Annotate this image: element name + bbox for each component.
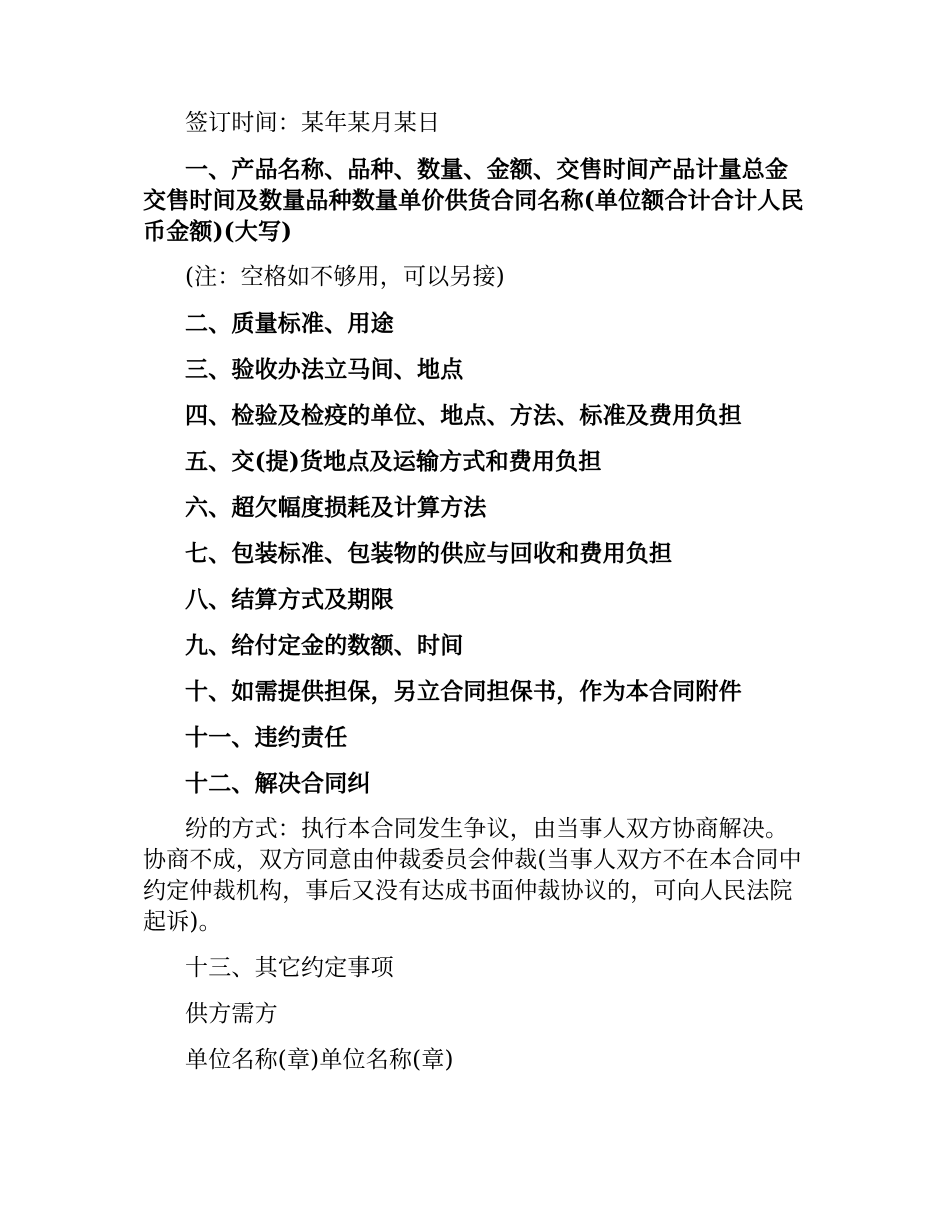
signing-date: 签订时间：某年某月某日 [185, 110, 441, 136]
clause-6-heading: 六、超欠幅度损耗及计算方法 [185, 494, 487, 521]
clause-3-heading: 三、验收办法立马间、地点 [185, 356, 464, 383]
dispute-resolution-text: 纷的方式：执行本合同发生争议，由当事人双方协商解决。协商不成，双方同意由仲裁委员会仲裁(当事人双方不在本合同中约定仲裁机构，事后又没有达成书面仲裁协议的，可向人民法院起诉)。 [143, 816, 802, 935]
document-page [143, 108, 808, 1091]
clause-2-heading: 二、质量标准、用途 [185, 310, 394, 337]
clause-13-heading: 十三、其它约定事项 [185, 955, 394, 981]
clause-12-heading: 十二、解决合同纠 [185, 770, 371, 797]
clause-5-heading: 五、交(提)货地点及运输方式和费用负担 [185, 448, 602, 475]
clause-4-heading: 四、检验及检疫的单位、地点、方法、标准及费用负担 [185, 402, 742, 429]
clause-8-heading: 八、结算方式及期限 [185, 586, 394, 613]
clause-7-heading: 七、包装标准、包装物的供应与回收和费用负担 [185, 540, 673, 567]
clause-10-heading: 十、如需提供担保，另立合同担保书，作为本合同附件 [185, 678, 742, 705]
clause-1-heading: 一、产品名称、品种、数量、金额、交售时间产品计量总金交售时间及数量品种数量单价供货合同名称(单位额合计合计人民币金额)(大写) [143, 156, 804, 245]
unit-name-seal-line: 单位名称(章)单位名称(章) [185, 1047, 454, 1073]
clause-11-heading: 十一、违约责任 [185, 724, 348, 751]
clause-9-heading: 九、给付定金的数额、时间 [185, 632, 464, 659]
parties-label: 供方需方 [185, 1001, 278, 1027]
note-text: (注：空格如不够用，可以另接) [185, 264, 505, 290]
